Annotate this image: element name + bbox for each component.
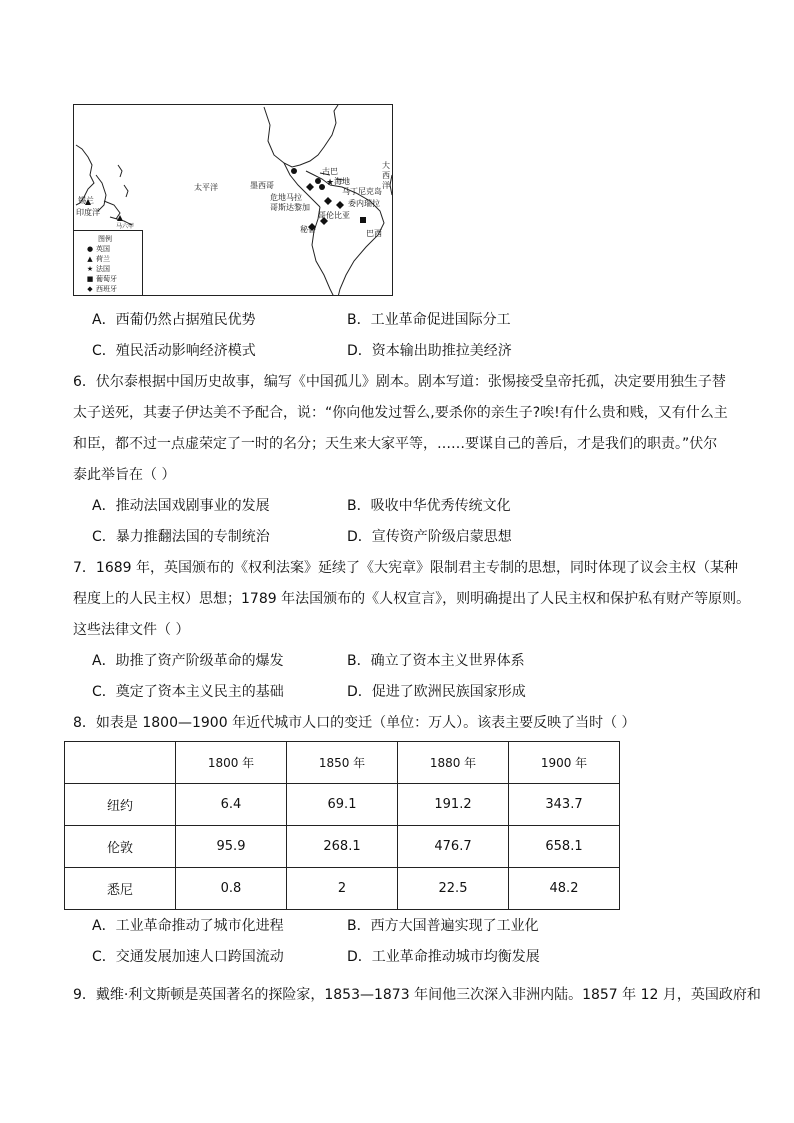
q8-option-b: B．西方大国普遍实现了工业化 <box>347 918 539 934</box>
british-marker-2 <box>315 178 321 184</box>
label-costarica: 哥斯达黎加 <box>270 203 310 212</box>
label-brazil: 巴西 <box>366 229 382 238</box>
table-header-row <box>65 742 620 784</box>
french-marker: ★ <box>326 178 335 188</box>
square-icon: ■ <box>86 275 94 283</box>
british-marker-3 <box>319 184 325 190</box>
colonial-map <box>73 104 393 296</box>
q5-option-d: D．资本输出助推拉美经济 <box>347 343 512 359</box>
label-martinique: 马丁尼克岛 <box>342 187 382 196</box>
table-cell: 0.8 <box>176 868 287 910</box>
q8-option-a: A．工业革命推动了城市化进程 <box>92 918 284 934</box>
table-cell: 纽约 <box>65 784 176 826</box>
q6-stem-line: 泰此举旨在（ ） <box>73 467 176 483</box>
label-atlantic: 大西洋 <box>382 161 390 190</box>
q6-option-d: D．宣传资产阶级启蒙思想 <box>347 529 512 545</box>
circle-icon: ● <box>86 245 94 253</box>
table-cell: 48.2 <box>509 868 620 910</box>
table-cell: 191.2 <box>398 784 509 826</box>
label-ceylon: 锡兰 <box>78 196 94 205</box>
q6-option-b: B．吸收中华优秀传统文化 <box>347 498 511 514</box>
label-cuba: 古巴 <box>322 167 338 176</box>
q7-option-a: A．助推了资产阶级革命的爆发 <box>92 653 284 669</box>
spanish-marker-1 <box>306 183 314 191</box>
legend-item: ▲ 荷兰 <box>84 255 110 263</box>
table-cell: 6.4 <box>176 784 287 826</box>
legend-item: ◆ 西班牙 <box>84 285 117 293</box>
legend-item: ★ 法国 <box>84 265 110 273</box>
q7-option-b: B．确立了资本主义世界体系 <box>347 653 525 669</box>
q5-option-b: B．工业革命促进国际分工 <box>347 312 511 328</box>
q6-option-c: C．暴力推翻法国的专制统治 <box>92 529 270 545</box>
table-cell: 343.7 <box>509 784 620 826</box>
q7-option-d: D．促进了欧洲民族国家形成 <box>347 684 526 700</box>
table-header-cell: 1880 年 <box>398 742 509 784</box>
label-peru: 秘鲁 <box>300 225 316 234</box>
q8-option-d: D．工业革命推动城市均衡发展 <box>347 949 540 965</box>
table-cell: 95.9 <box>176 826 287 868</box>
table-header-cell <box>65 742 176 784</box>
table-row <box>65 826 620 868</box>
table-cell: 69.1 <box>287 784 398 826</box>
q6-stem-line: 太子送死，其妻子伊达美不予配合，说：“你向他发过誓么,要杀你的亲生子?唉!有什么贵和贱，又有什么主 <box>73 405 728 421</box>
map-legend <box>74 230 143 296</box>
q6-option-a: A．推动法国戏剧事业的发展 <box>92 498 270 514</box>
q7-stem-line: 程度上的人民主权）思想；1789 年法国颁布的《人权宣言》，则明确提出了人民主权和保护私有财产等原则。 <box>73 591 751 607</box>
spanish-marker-2 <box>324 197 332 205</box>
british-marker-1 <box>291 168 297 174</box>
q5-option-a: A．西葡仍然占据殖民优势 <box>92 312 256 328</box>
table-cell: 268.1 <box>287 826 398 868</box>
label-guatemala: 危地马拉 <box>270 193 302 202</box>
label-venezuela: 委内瑞拉 <box>348 199 380 208</box>
q7-stem-line: 这些法律文件（ ） <box>73 622 190 638</box>
q5-option-c: C．殖民活动影响经济模式 <box>92 343 256 359</box>
q8-option-c: C．交通发展加速人口跨国流动 <box>92 949 284 965</box>
legend-title: 图例 <box>98 235 112 243</box>
label-mexico: 墨西哥 <box>250 181 274 190</box>
q7-stem-line: 7．1689 年，英国颁布的《权利法案》延续了《大宪章》限制君主专制的思想，同时体现了议会主权（某种 <box>73 560 738 576</box>
table-header-cell: 1800 年 <box>176 742 287 784</box>
label-colombia: 哥伦比亚 <box>318 211 350 220</box>
q7-option-c: C．奠定了资本主义民主的基础 <box>92 684 284 700</box>
q8-stem: 8．如表是 1800—1900 年近代城市人口的变迁（单位：万人）。该表主要反映了当时（ ） <box>73 715 636 731</box>
q6-stem-line: 6．伏尔泰根据中国历史故事，编写《中国孤儿》剧本。剧本写道：张惕接受皇帝托孤，决定要用独生子替 <box>73 374 726 390</box>
q9-stem-line: 9．戴维·利文斯顿是英国著名的探险家，1853—1873 年间他三次深入非洲内陆。1857 年 12 月，英国政府和 <box>73 987 761 1003</box>
population-table <box>64 741 620 910</box>
legend-item: ● 英国 <box>84 245 110 253</box>
label-pacific: 太平洋 <box>194 183 218 192</box>
table-cell: 658.1 <box>509 826 620 868</box>
star-icon: ★ <box>86 265 94 273</box>
table-cell: 22.5 <box>398 868 509 910</box>
table-header-cell: 1850 年 <box>287 742 398 784</box>
label-indian: 印度洋 <box>76 208 100 217</box>
table-row <box>65 868 620 910</box>
spanish-marker-3 <box>336 201 344 209</box>
q6-stem-line: 和臣，都不过一点虚荣定了一时的名分；天生来大家平等，……要谋自己的善后，才是我们的职责。”伏尔 <box>73 436 718 452</box>
label-haiti: 海地 <box>334 177 350 186</box>
table-header-cell: 1900 年 <box>509 742 620 784</box>
diamond-icon: ◆ <box>87 285 93 293</box>
legend-item: ■ 葡萄牙 <box>84 275 117 283</box>
table-cell: 476.7 <box>398 826 509 868</box>
portuguese-marker <box>360 217 366 223</box>
table-cell: 悉尼 <box>65 868 176 910</box>
table-cell: 伦敦 <box>65 826 176 868</box>
table-cell: 2 <box>287 868 398 910</box>
triangle-icon: ▲ <box>87 255 93 263</box>
label-malacca: 马六甲 <box>116 223 135 230</box>
table-row <box>65 784 620 826</box>
